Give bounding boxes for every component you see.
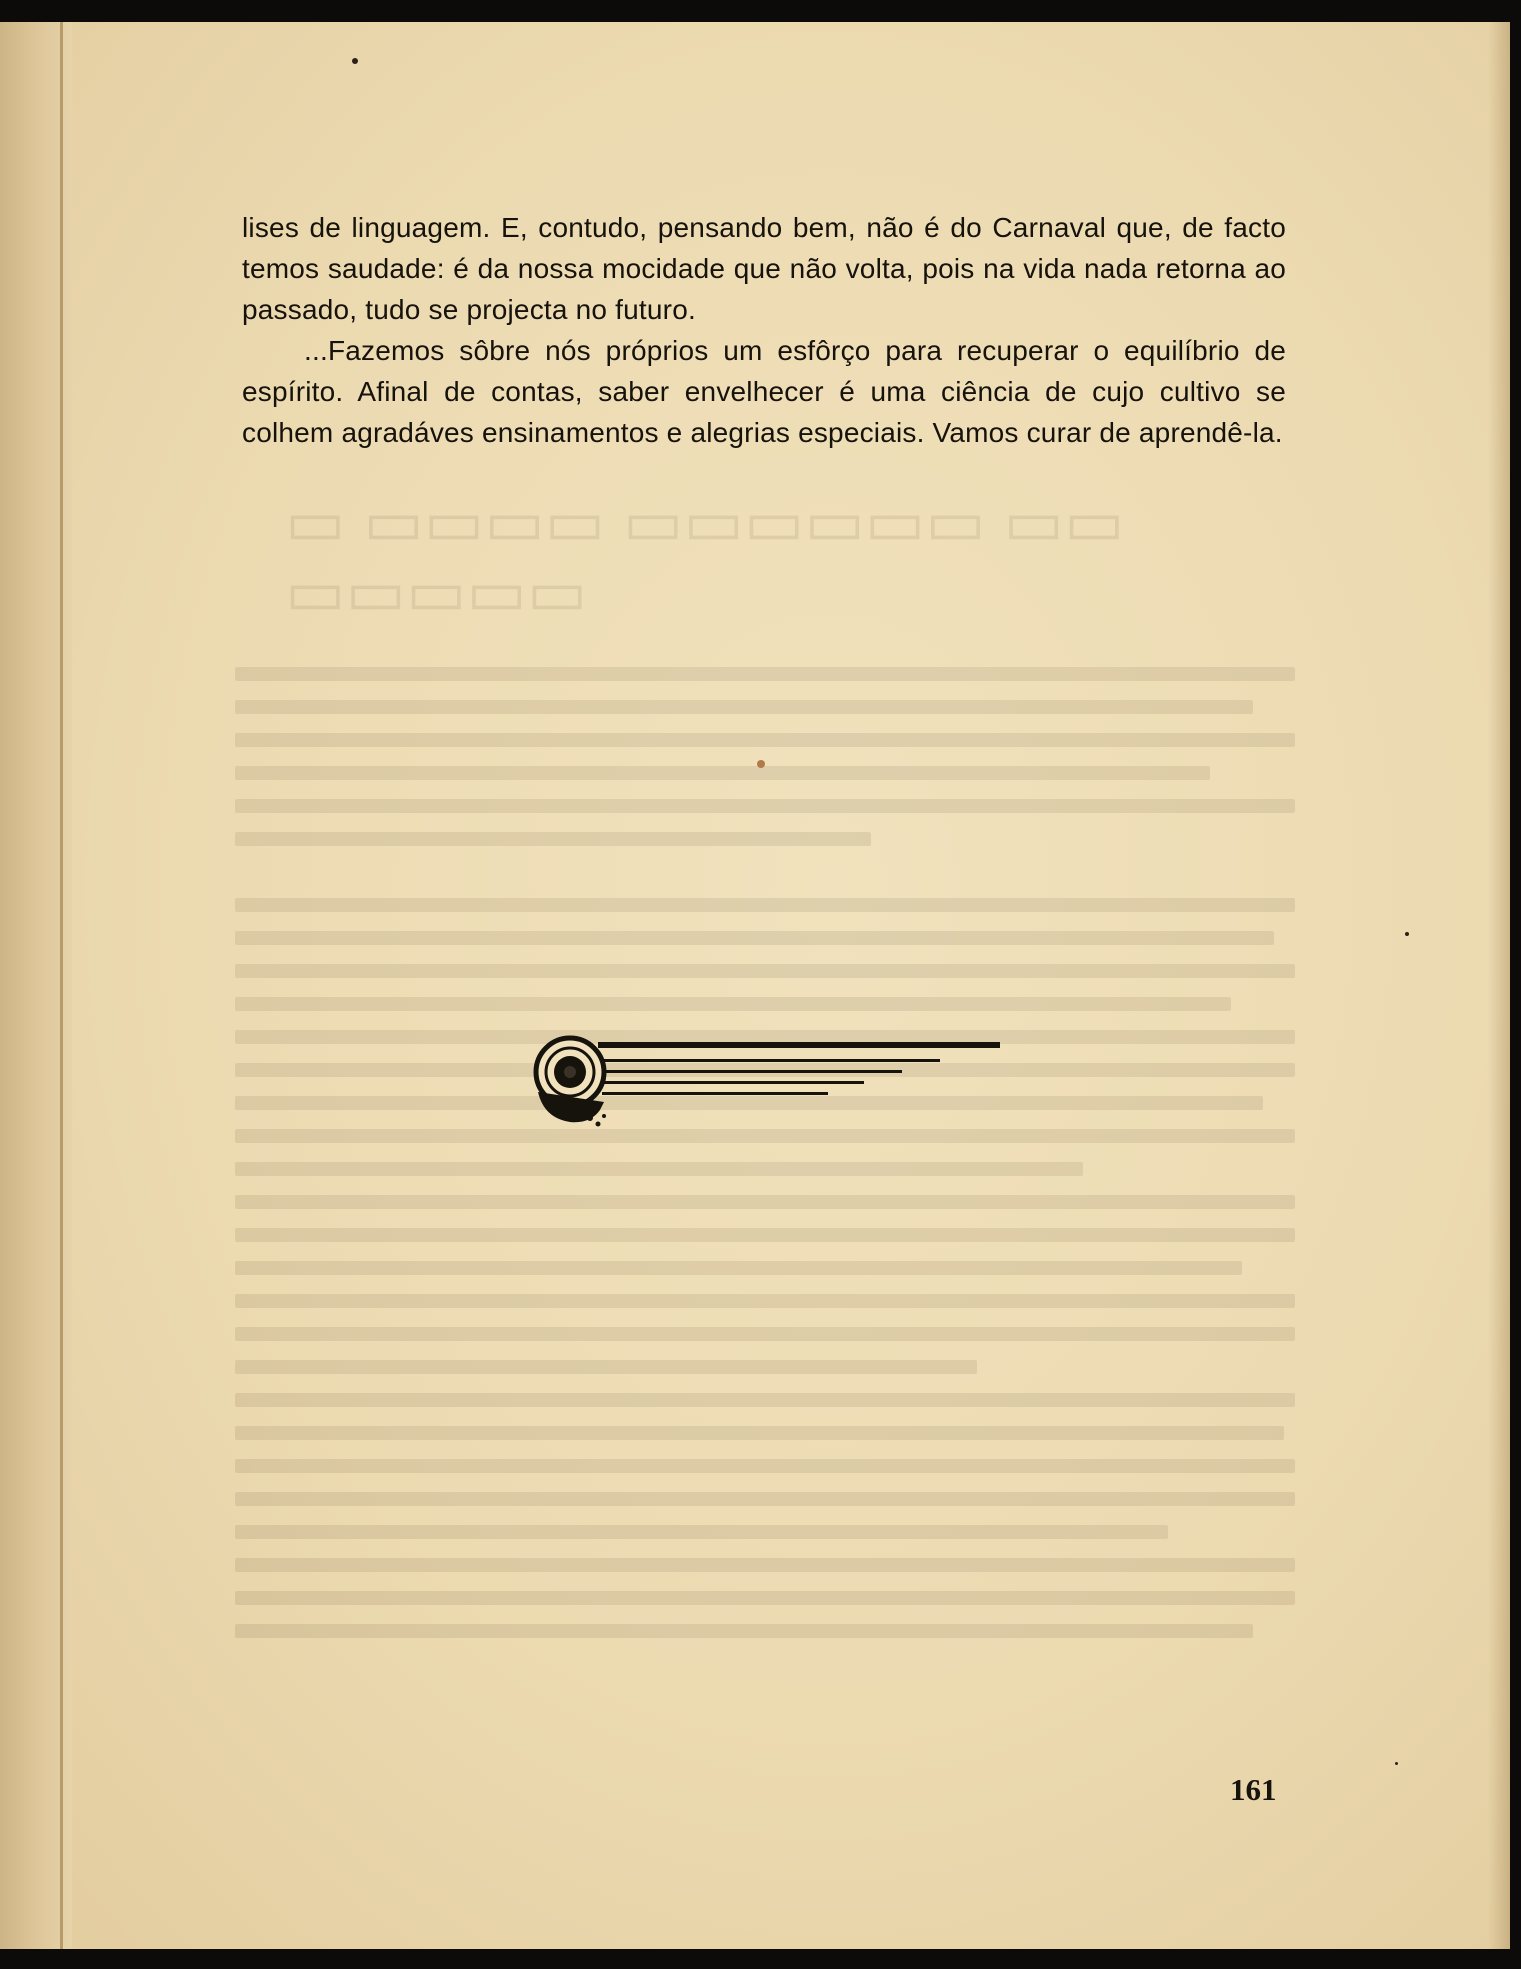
winged-circle-ornament-icon: [530, 1022, 1010, 1137]
ink-speck: [1405, 932, 1409, 936]
paragraph-2: ...Fazemos sôbre nós próprios um esfôrço para recuperar o equilíbrio de espírito. Afinal de contas, saber envelhecer é uma ciência de cujo cultivo se colhem agradáves ensinamentos e alegrias especiais. Vamos curar de aprendê-la.: [242, 335, 1286, 448]
body-text: [242, 207, 1286, 453]
spine-fold: [60, 22, 63, 1949]
ink-speck: [352, 58, 358, 64]
show-through-text: [235, 487, 1295, 1807]
book-page: [0, 22, 1510, 1949]
ink-speck: [757, 760, 765, 768]
page-number: 161: [1230, 1772, 1277, 1807]
ink-speck: [1395, 1762, 1398, 1765]
page-edge-shadow: [1488, 22, 1510, 1949]
show-through-heading: ▭ ▭▭▭▭ ▭▭▭▭▭▭ ▭▭ ▭▭▭▭▭: [285, 487, 1125, 628]
paragraph-1: lises de linguagem. E, contudo, pensando bem, não é do Carnaval que, de facto temos saudade: é da nossa mocidade que não volta, pois na vida nada retorna ao passado, tudo se projecta no futuro.: [242, 212, 1286, 325]
